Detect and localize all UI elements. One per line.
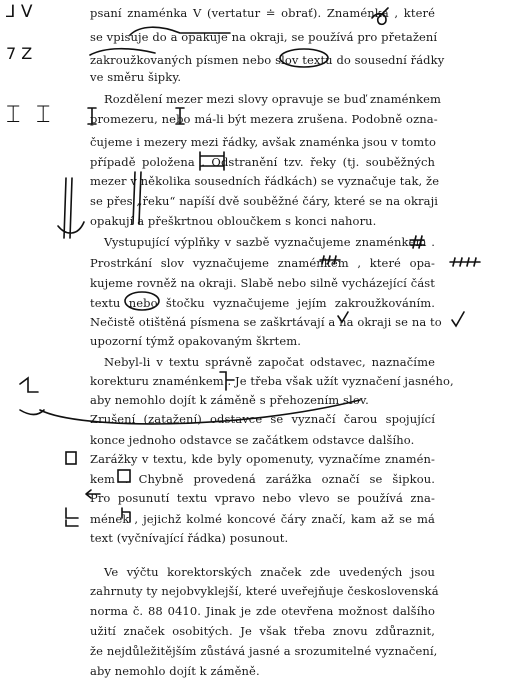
text-line: aby nemohlo dojít k záměně s přehozením slov. [90,393,369,407]
text-line: Nečistě otištěná písmena se zaškrtávají a na okraji se na to [90,315,442,329]
check-mark-icon [452,312,464,326]
text-line: Nebyl-li v textu správně započat odstavec, naznačíme [104,355,435,369]
text-line: opakují a přeškrtnou obloučkem s konci nahoru. [90,214,377,228]
text-line: Zrušení (zatažení) odstavce se vyznačí čarou spojující [90,412,435,426]
text-line: že nejdůležitějším zůstává jasné a srozumitelné vyznačení, [90,644,438,658]
margin-mark-vertatur: ⅃ V [6,2,33,22]
shift-margin-icon [66,508,78,526]
text-line: Rozdělení mezer mezi slovy opravuje se buď znaménkem [104,92,442,106]
text-line: čujeme i mezery mezi řádky, avšak znaménka jsou v tomto [90,135,436,149]
text-line: Pro posunutí textu vpravo nebo vlevo se používá zna- [90,491,435,505]
text-line: aby nemohlo dojít k záměně. [90,664,260,678]
spread-margin-icon [450,258,480,266]
text-line: konce jednoho odstavce se začátkem odstavce dalšího. [90,433,415,447]
text-line: promezeru, nebo má-li být mezera zrušena. Podobně ozna- [90,112,438,126]
text-line: ve směru šipky. [90,70,182,84]
text-line: mének , jejichž kolmé koncové čáry značí, kam až se má [90,512,435,526]
text-line: Ve výčtu korektorských značek zde uvedených jsou [104,565,435,579]
text-line: Vystupující výplňky v sazbě vyznačujeme znaménkem . [104,235,435,249]
river-margin-icon [58,178,84,238]
text-line: upozorní týmž opakovaným škrtem. [90,334,302,348]
text-line: případě položena . Odstranění tzv. řeky (tj. souběžných [90,155,435,169]
text-line: mezer v několika sousedních řádkách) se vyznačuje tak, že [90,174,440,188]
text-line: užití značek osobitých. Je však třeba znovu zdůraznit, [90,624,435,638]
text-line: zakroužkovaných písmen nebo slov textu do sousední řádky [90,53,445,67]
join-paragraph-margin-icon [20,410,44,415]
text-line: Prostrkání slov vyznačujeme znaménkem , které opa- [90,256,435,270]
margin-mark-spacing: ⌶ ⌶ [6,100,55,128]
text-line: Zarážky v textu, kde byly opomenuty, vyznačíme znamén- [90,452,435,466]
text-line: text (vyčnívající řádka) posunout. [90,531,289,545]
text-line: korekturu znaménkem . Je třeba však užít vyznačení jasného, [90,374,454,388]
text-line: se přes „řeku“ napíší dvě souběžné čáry, které se na okraji [90,194,439,208]
paragraph-margin-icon [20,378,38,392]
text-line: norma č. 88 0410. Jinak je zde otevřena možnost dalšího [90,604,435,618]
indent-box-icon [66,452,76,464]
text-line: se vpisuje do a opakuje na okraji, se používá pro přetažení [90,30,438,44]
margin-mark-transfer: 7 Z [6,44,33,63]
text-line: zahrnuty ty nejobvyklejší, které uveřejňuje československá [90,584,439,598]
text-line: textu nebo štočku vyznačujeme jejím zakroužkováním. [90,296,435,310]
text-line: kem . Chybně provedená zarážka označí se šipkou. [90,472,435,486]
text-line: psaní znaménka V (vertatur ≐ obrať). Znaménka , které [90,6,435,20]
text-line: kujeme rovněž na okraji. Slabě nebo silně vycházející část [90,276,435,290]
